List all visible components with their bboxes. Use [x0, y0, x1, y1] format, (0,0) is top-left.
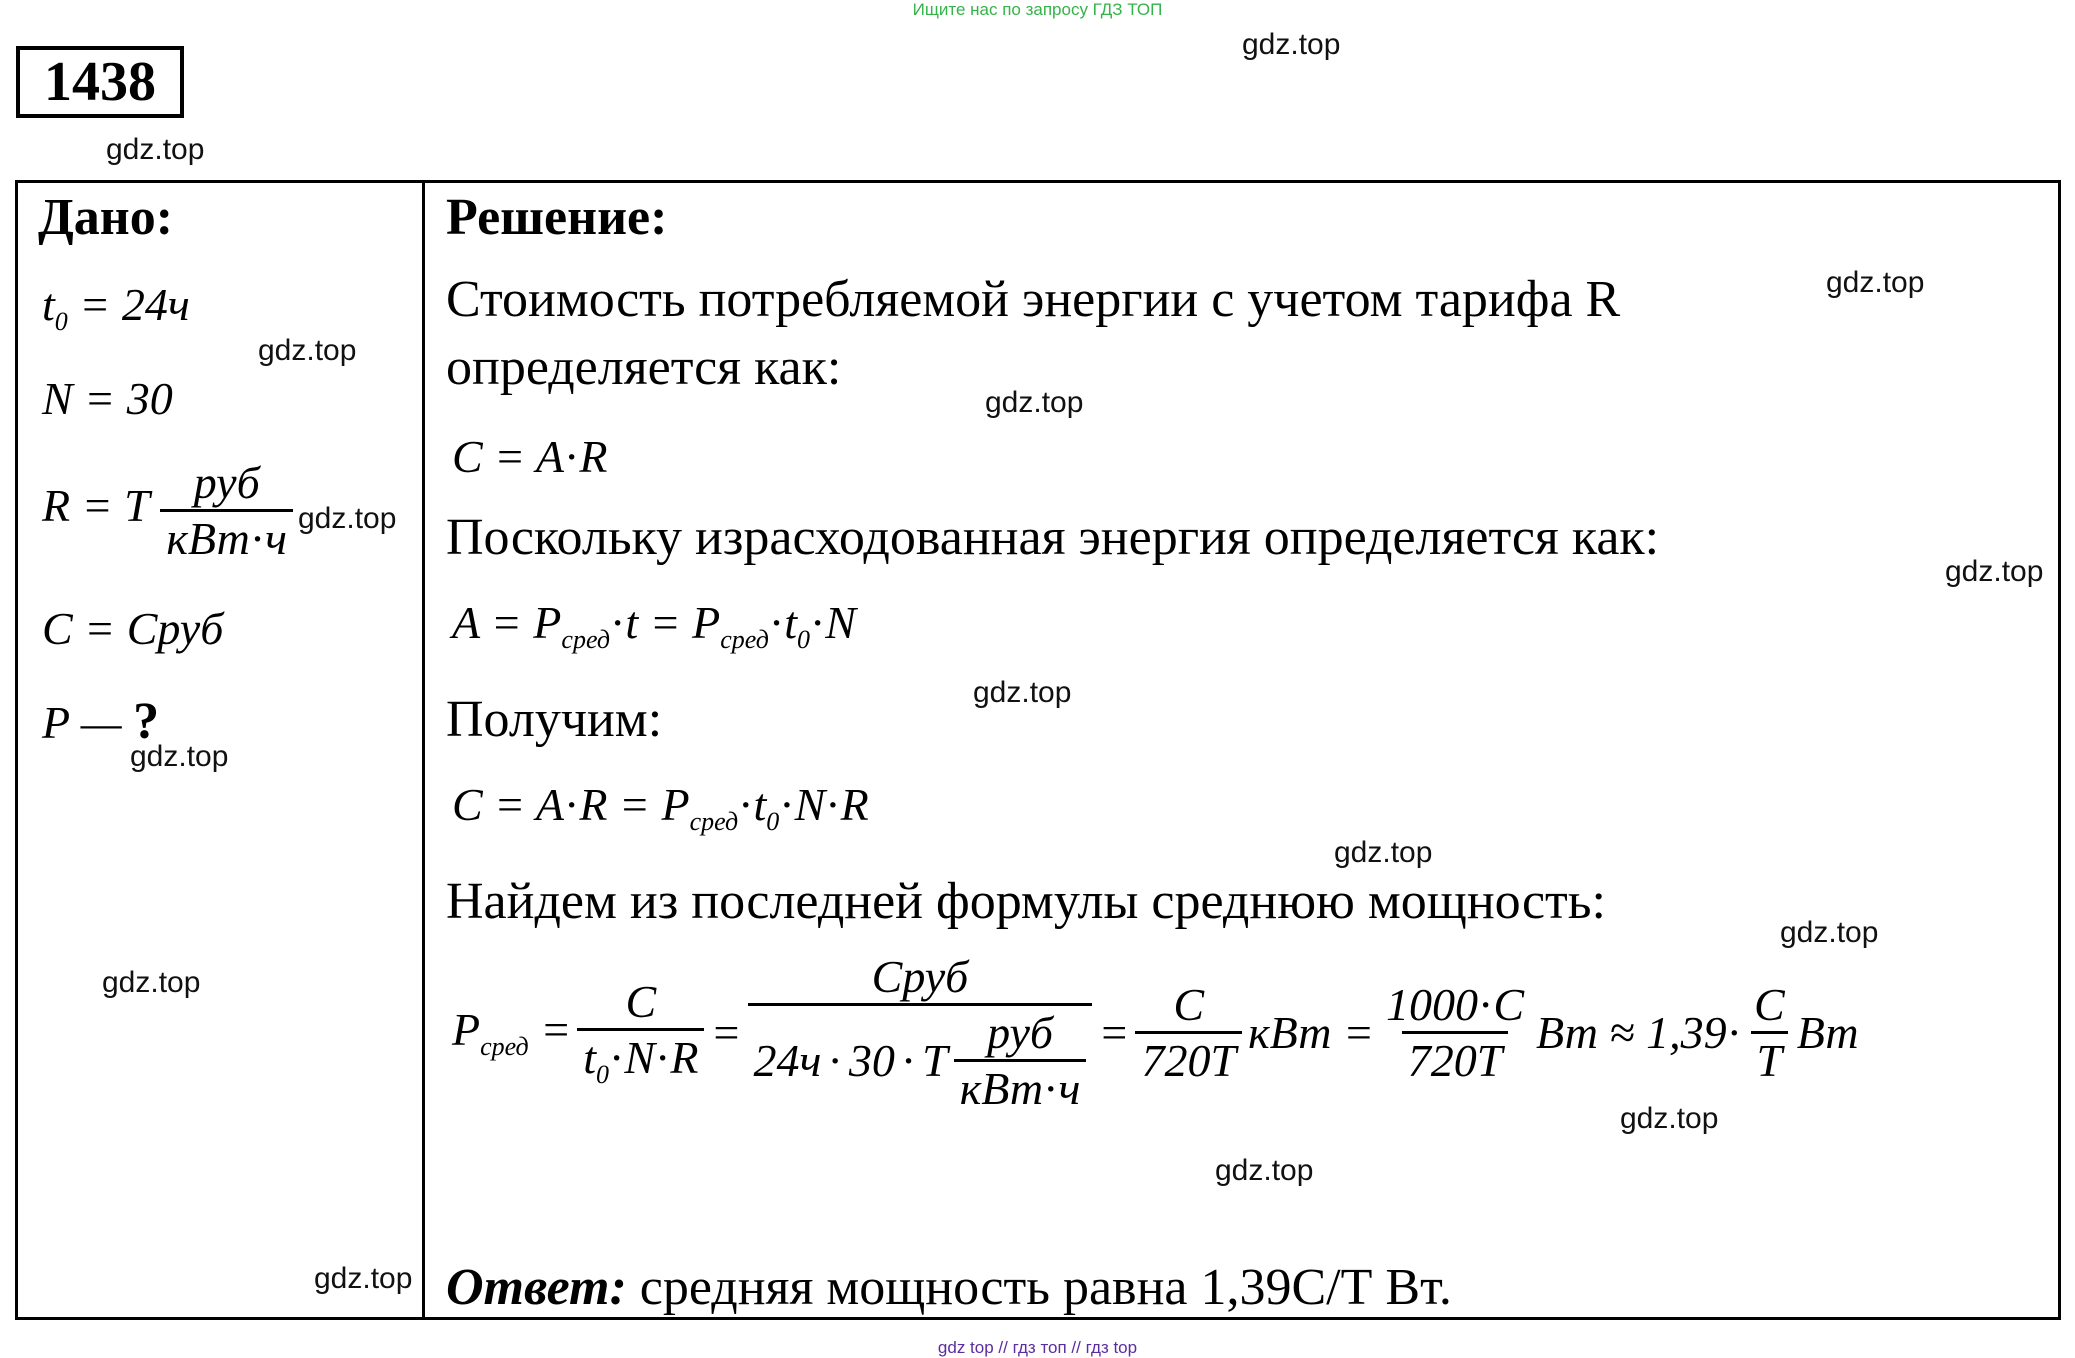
watermark: gdz.top — [1945, 555, 2044, 588]
watermark: gdz.top — [1242, 28, 1341, 61]
watermark: gdz.top — [130, 740, 229, 773]
given-C: C = Cруб — [42, 603, 224, 654]
answer-text: средняя мощность равна 1,39С/Т Вт. — [626, 1259, 1452, 1316]
given-P: P — ? — [42, 693, 160, 750]
watermark: gdz.top — [258, 334, 357, 367]
given-list — [42, 260, 412, 900]
formula-energy: $A = P_{сред}\cdot t = P_{сред}\cdot t_0\cdot N$ — [452, 597, 856, 654]
given-R: R = T $\frac{\text{руб}}{\text{кВт·ч}}$ — [42, 456, 293, 565]
watermark: gdz.top — [985, 386, 1084, 419]
watermark: gdz.top — [298, 502, 397, 535]
watermark: gdz.top — [1334, 836, 1433, 869]
watermark: gdz.top — [973, 676, 1072, 709]
watermark: gdz.top — [106, 133, 205, 166]
given-N: N = 30 — [42, 373, 173, 424]
answer — [446, 1258, 1452, 1317]
watermark: gdz.top — [1620, 1102, 1719, 1135]
solution-para2: Поскольку израсходованная энергия определяется как: — [446, 509, 1660, 566]
solution-para3: Получим: — [446, 691, 663, 748]
watermark: gdz.top — [1215, 1154, 1314, 1187]
given-title: Дано: — [38, 189, 174, 246]
answer-label: Ответ: — [446, 1259, 627, 1316]
column-divider — [422, 180, 425, 1320]
top-banner: Ищите нас по запросу ГДЗ ТОП — [912, 0, 1163, 19]
watermark: gdz.top — [314, 1262, 413, 1295]
solution-para1-line2: определяется как: — [446, 339, 842, 396]
solution-title: Решение: — [446, 189, 668, 246]
footer: gdz top // гдз топ // гдз top — [937, 1338, 1138, 1357]
formula-cost: C = A·R — [452, 431, 608, 482]
problem-number: 1438 — [16, 46, 184, 118]
watermark: gdz.top — [1826, 266, 1925, 299]
formula-power: $P_{сред}$ = $\frac{C}{t_0\cdot N\cdot R}$ = Cруб 24ч · 30 · T $\frac{\text{руб}}{\text{кВт·ч}}$ = $\frac{C}{720T}$ кВт = $\frac{1000\cdot C}{720T}$ Вт ≈ 1,39· $\frac{C}{T}$ Вт — [452, 951, 1859, 1114]
given-t0: $t_0 = 24ч$ — [42, 279, 190, 336]
solution-para4: Найдем из последней формулы среднюю мощность: — [446, 873, 1606, 930]
solution-para1-line1: Стоимость потребляемой энергии с учетом тарифа R — [446, 271, 1621, 328]
watermark: gdz.top — [1780, 916, 1879, 949]
watermark: gdz.top — [102, 966, 201, 999]
formula-cost-expanded: $C = A\cdot R = P_{сред}\cdot t_0\cdot N\cdot R$ — [452, 779, 869, 836]
